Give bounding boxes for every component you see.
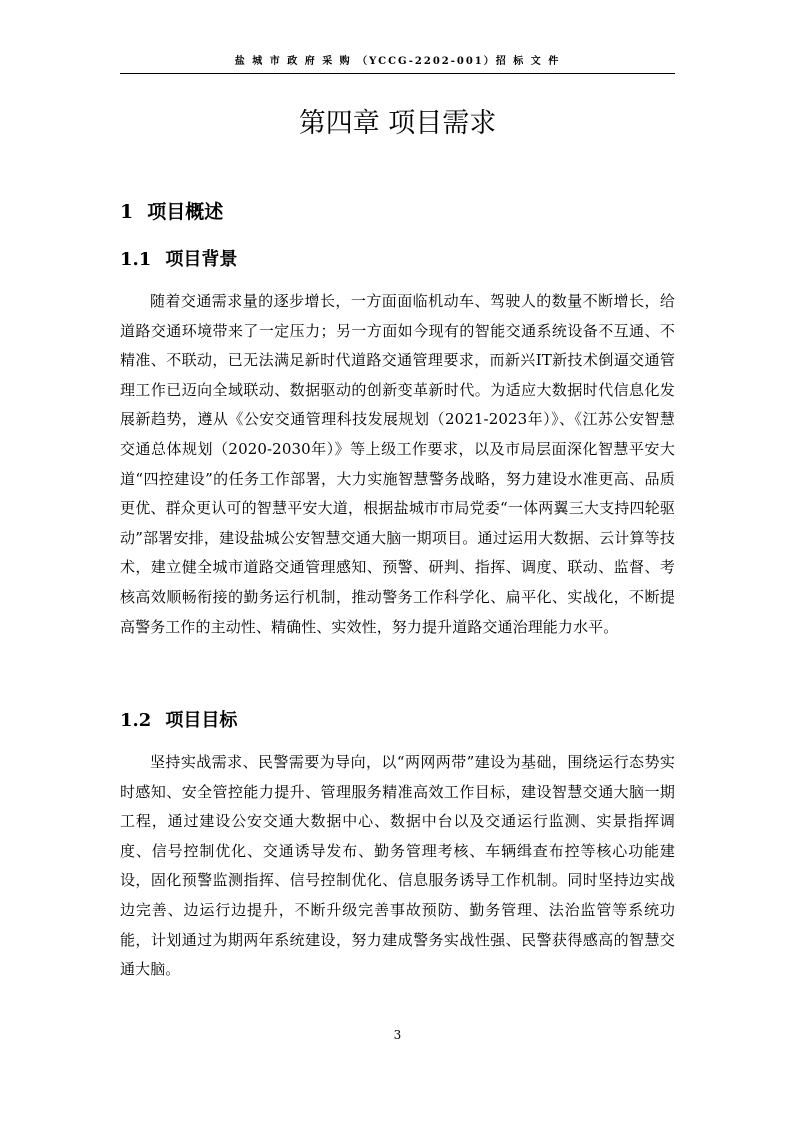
running-header: 盐 城 市 政 府 采 购 （YCCG-2202-001）招 标 文 件 <box>234 56 561 67</box>
background-paragraph: 随着交通需求量的逐步增长，一方面面临机动车、驾驶人的数量不断增长，给道路交通环境带来了一定压力；另一方面如今现有的智能交通系统设备不互通、不精准、不联动，已无法满足新时代道路交通管理要求，而新兴IT新技术倒逼交通管理工作已迈向全域联动、数据驱动的创新变革新时代。为适应大数据时代信息化发展新趋势，遵从《公安交通管理科技发展规划（2021-2023年）》、《江苏公安智慧交通总体规划（2020-2030年）》等上级工作要求，以及市局层面深化智慧平安大道“四控建设”的任务工作部署，大力实施智慧警务战略，努力建设水准更高、品质更优、群众更认可的智慧平安大道，根据盐城市市局党委“一体两翼三大支持四轮驱动”部署安排，建设盐城公安智慧交通大脑一期项目。通过运用大数据、云计算等技术，建立健全城市道路交通管理感知、预警、研判、指挥、调度、联动、监督、考核高效顺畅衔接的勤务运行机制，推动警务工作科学化、扁平化、实战化，不断提高警务工作的主动性、精确性、实效性，努力提升道路交通治理能力水平。 <box>120 292 675 636</box>
section-title: 项目背景 <box>165 249 238 270</box>
section-heading-1-2 <box>120 709 237 733</box>
section-heading-1-1 <box>120 248 237 272</box>
section-number: 1 <box>120 201 134 223</box>
header-rule <box>120 73 675 74</box>
section-title: 项目目标 <box>165 710 238 731</box>
page-number: 3 <box>393 1028 402 1042</box>
chapter-title: 第四章 项目需求 <box>298 108 497 139</box>
section-number: 1.2 <box>120 710 152 731</box>
section-heading-1 <box>120 199 223 225</box>
goals-paragraph: 坚持实战需求、民警需要为导向，以“两网两带”建设为基础，围绕运行态势实时感知、安全管控能力提升、管理服务精准高效工作目标，建设智慧交通大脑一期工程，通过建设公安交通大数据中心、数据中台以及交通运行监测、实景指挥调度、信号控制优化、交通诱导发布、勤务管理考核、车辆缉查布控等核心功能建设，固化预警监测指挥、信号控制优化、信息服务诱导工作机制。同时坚持边实战边完善、边运行边提升，不断升级完善事故预防、勤务管理、法治监管等系统功能，计划通过为期两年系统建设，努力建成警务实战性强、民警获得感高的智慧交通大脑。 <box>120 753 675 979</box>
section-number: 1.1 <box>120 249 152 270</box>
section-title: 项目概述 <box>147 201 224 223</box>
